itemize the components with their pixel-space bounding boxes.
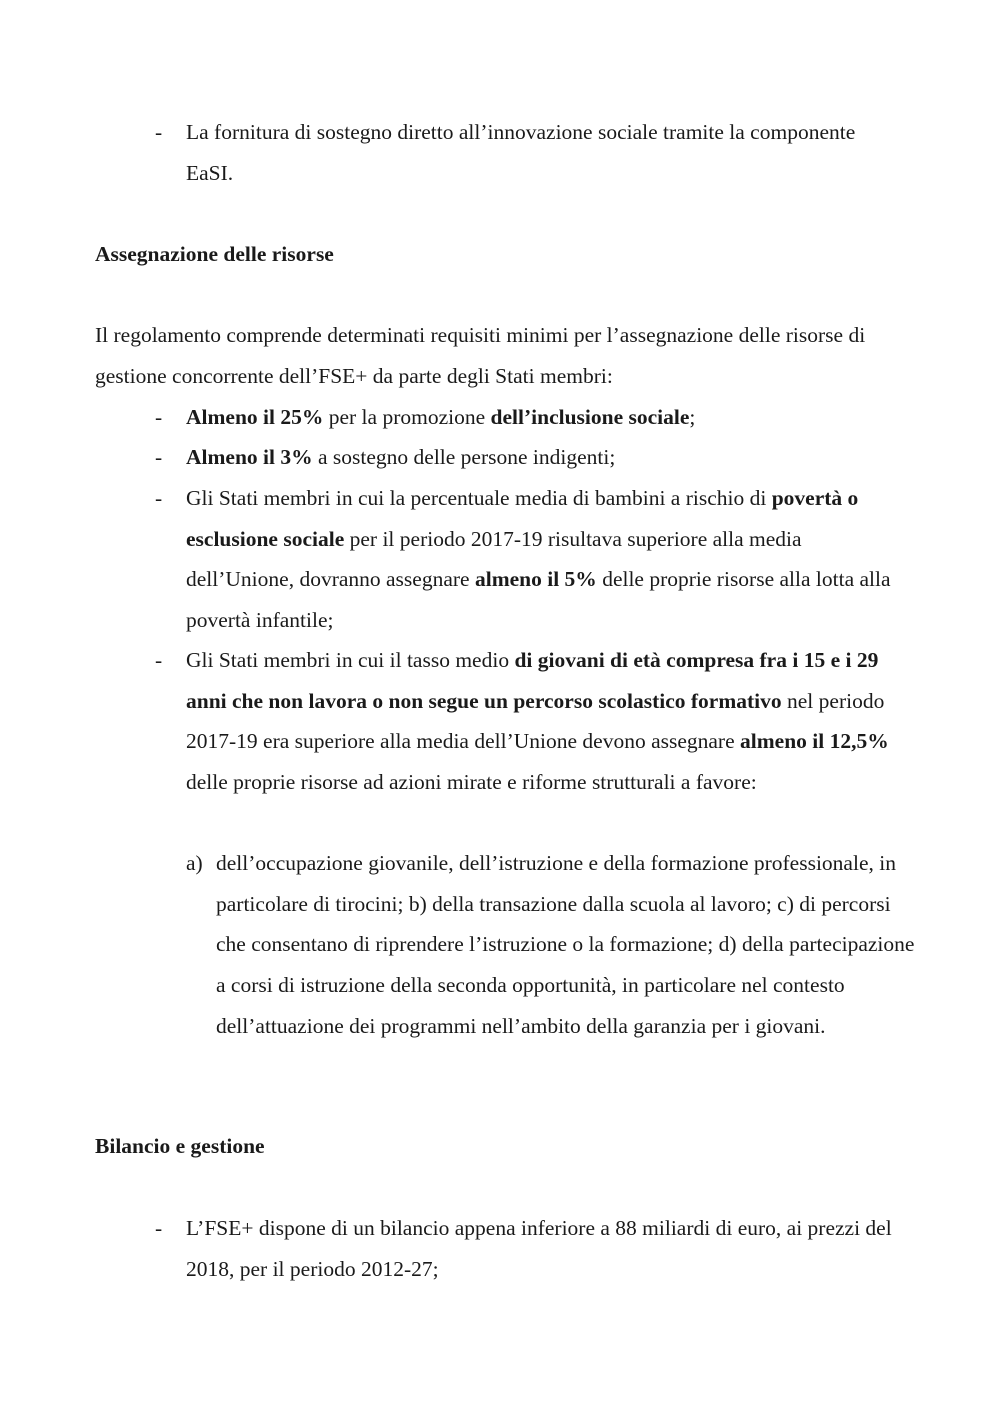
bullet-dash: - (155, 120, 163, 144)
bold-text: di giovani di età compresa fra i 15 e i 29 anni che non lavora o non segue un percorso scolastico formativo (186, 648, 879, 713)
list-marker: a) (186, 851, 203, 875)
section1-intro (95, 315, 915, 396)
bullet-text: ; (689, 405, 696, 429)
bullet-text: L’FSE+ dispone di un bilancio appena inferiore a 88 miliardi di euro, ai prezzi del 2018, per il periodo 2012-27; (186, 1216, 892, 1281)
bold-text: Almeno il 25% (186, 405, 324, 429)
sub-item-text: dell’occupazione giovanile, dell’istruzione e della formazione professionale, in particolare di tirocini; b) della transazione dalla scuola al lavoro; c) di percorsi che consentano di riprendere l’istruzione o la formazione; d) della partecipazione a corsi di istruzione della seconda opportunità, in particolare nel contesto dell’attuazione dei programmi nell’ambito della garanzia per i giovani. (216, 851, 915, 1038)
bullet-bilancio (95, 1208, 915, 1289)
intro-bullet (95, 112, 915, 193)
bullet-dash: - (155, 405, 163, 429)
bullet-text: per il periodo 2017-19 risultava superiore alla media dell’Unione, dovranno assegnare (186, 526, 802, 592)
bullet-dash: - (155, 1216, 163, 1240)
bullet-text: nel periodo 2017-19 era superiore alla media dell’Unione devono assegnare (186, 688, 885, 754)
bullet-text: delle proprie risorse alla lotta alla povertà infantile; (186, 567, 891, 633)
bold-text: almeno il 5% (474, 567, 597, 592)
bullet-dash: - (155, 486, 163, 510)
bold-text: dell’inclusione sociale (490, 405, 690, 429)
bullet-text: Gli Stati membri in cui il tasso medio (186, 648, 515, 672)
section-heading-bilancio: Bilancio e gestione (95, 1134, 265, 1158)
bullet-text: delle proprie risorse ad azioni mirate e riforme strutturali a favore: (186, 770, 757, 795)
intro-bullet-text: La fornitura di sostegno diretto all’innovazione sociale tramite la componente EaSI. (186, 120, 856, 185)
bullet-inclusione (95, 397, 915, 438)
bullet-indigenti (95, 437, 915, 478)
bullet-dash: - (155, 648, 163, 672)
bold-text: Almeno il 3% (186, 445, 313, 469)
section-heading-assegnazione: Assegnazione delle risorse (95, 242, 334, 266)
bold-text: almeno il 12,5% (740, 729, 889, 754)
bold-text: povertà o esclusione sociale (186, 486, 859, 551)
bullet-dash: - (155, 445, 163, 469)
bullet-text: Gli Stati membri in cui la percentuale media di bambini a rischio di (186, 486, 772, 510)
bullet-text: per la promozione (323, 405, 491, 429)
bullet-text: a sostegno delle persone indigenti; (312, 445, 616, 469)
sub-item-a (95, 843, 915, 1047)
bullet-giovani (95, 640, 915, 803)
section1-intro-text: Il regolamento comprende determinati requisiti minimi per l’assegnazione delle risorse di gestione concorrente dell’FSE+ da parte degli Stati membri: (95, 323, 866, 388)
bullet-poverta-infantile (95, 478, 915, 641)
